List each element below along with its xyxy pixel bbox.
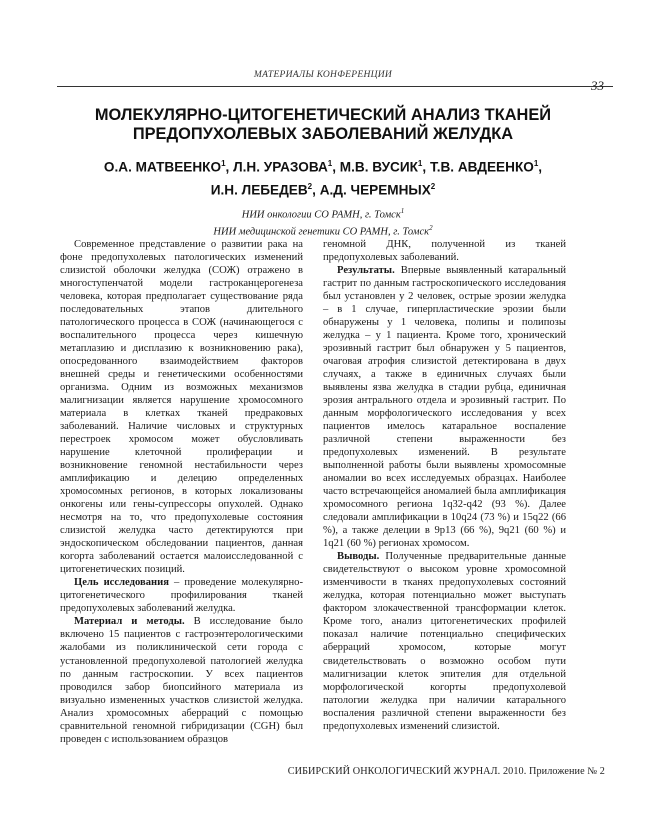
aim-paragraph: [60, 576, 303, 615]
author-affiliation-mark: 1: [221, 159, 226, 168]
results-text: Впервые выявленный катаральный гастрит по данным гастроскопического исследования был установлен у 2 человек, острые эрозии желудка – в 1 случае, гиперпластические эрозии были обнаружены у 1 человека, полипы и полипозы желудка – у 1 пациента. Кроме того, хронический эрозивный гастрит был обнаружен у 5 пациентов, очаговая атрофия слизистой детектирована в двух случаях, а также в единичных случаях были выявлены язва желудка в стадии рубца, единичная эрозия антрального отдела и эрозивный гастрит. По данным морфологического исследования у всех пациентов имелось катаральное воспаление различной степени выраженности без предопухолевых изменений. В результате выполненной работы были выявлены хромосомные аномалии во всех исследуемых образцах. Наиболее часто встречающейся аномалией была амплификация хромосомного региона 1q32-q42 (93 %). Далее следовали амплификации в 10q24 (73 %) и 15q22 (66 %), а также делеции в 9p13 (66 %), 9q21 (60 %) и 1q21 (60 %) регионах хромосом.: [323, 265, 566, 550]
left-column: [60, 238, 303, 746]
author-name: И.Н. ЛЕБЕДЕВ: [210, 182, 308, 198]
aim-text: – проведение молекулярно-цитогенетического профилирования тканей предопухолевых заболеваний желудка.: [60, 577, 303, 615]
results-heading: Результаты.: [337, 265, 395, 277]
author-line-1: О.А. МАТВЕЕНКО$^1$, Л.Н. УРАЗОВА$^1$, М.В. ВУСИК$^1$, Т.В. АВДЕЕНКО$^1$,: [103, 159, 543, 175]
page-number: 33: [591, 78, 604, 93]
affiliation-1: [0, 205, 646, 222]
conclusions-text: Полученные предварительные данные свидетельствуют о высоком уровне хромосомной изменчивости в тканях предопухолевых состояний желудка, которая потенциально может выступать фактором злокачественной трансформации клеток. Кроме того, анализ цитогенетических профилей показал наличие потенциально специфических аберраций хромосом, которые могут свидетельствовать о возможно особом пути малигнизации клеток эпителия для отдельной морфологической когорты предопухолевой патологии желудка при наличии катарального воспаления различной степени выраженности без предопухолевых изменений слизистой.: [323, 551, 566, 732]
conclusions-paragraph: [323, 550, 566, 732]
author-name: О.А. МАТВЕЕНКО: [103, 159, 222, 175]
title-line-2: ПРЕДОПУХОЛЕВЫХ ЗАБОЛЕВАНИЙ ЖЕЛУДКА: [132, 125, 514, 143]
section-header: МАТЕРИАЛЫ КОНФЕРЕНЦИИ: [253, 70, 393, 80]
header-divider: [57, 86, 613, 87]
affiliations: [0, 205, 646, 239]
author-affiliation-mark: 2: [430, 181, 436, 191]
affiliation-2: [0, 222, 646, 239]
affiliation-text: НИИ медицинской генетики СО РАМН, г. Томск: [213, 226, 430, 238]
author-name: А.Д. ЧЕРЕМНЫХ: [319, 182, 431, 198]
results-paragraph: [323, 264, 566, 550]
author-name: Т.В. АВДЕЕНКО: [429, 159, 534, 175]
author-line-2: И.Н. ЛЕБЕДЕВ$^2$, А.Д. ЧЕРЕМНЫХ$^2$: [210, 181, 436, 198]
right-column: [323, 238, 566, 733]
title-line-1: МОЛЕКУЛЯРНО-ЦИТОГЕНЕТИЧЕСКИЙ АНАЛИЗ ТКАНЕЙ: [94, 106, 552, 124]
article-title: [0, 106, 646, 144]
author-affiliation-mark: 1: [417, 159, 423, 168]
affiliation-mark: 2: [429, 224, 433, 232]
author-name: М.В. ВУСИК: [339, 159, 418, 175]
methods-paragraph: [60, 615, 303, 745]
author-name: Л.Н. УРАЗОВА: [233, 159, 328, 175]
methods-heading: Материал и методы.: [74, 616, 185, 628]
affiliation-text: НИИ онкологии СО РАМН, г. Томск: [241, 209, 401, 221]
author-list: [0, 154, 646, 199]
conclusions-heading: Выводы.: [337, 551, 380, 563]
affiliation-mark: 1: [400, 207, 405, 215]
intro-paragraph: Современное представление о развитии рака на фоне предопухолевых патологических изменений слизистой оболочки желудка (СОЖ) отражено в многоступенчатой модели гастроканцерогенеза человека, которая предполагает существование ряда последовательных этапов длительного патологического процесса в СОЖ (начинающегося с воспалительного процесса через кишечную метаплазию и дисплазию к возникновению рака), опосредованного взаимодействием факторов внешней среды и генетическими особенностями организма. Одним из возможных механизмов малигнизации является нарушение хромосомного материала в клетках тканей предраковых заболеваний. Наличие числовых и структурных перестроек хромосом может обусловливать нарушение клеточной пролиферации и возникновение геномной нестабильности через амплификацию и делецию определенных хромосомных регионов, в которых локализованы онкогены или гены-супрессоры опухолей. Однако несмотря на то, что предопухолевые состояния слизистой желудка часто детектируются при эндоскопическом обследовании пациентов, данная когорта заболеваний остается малоисследованной с цитогенетических позиций.: [60, 239, 303, 576]
methods-text: В исследование было включено 15 пациентов с гастроэнтерологическими жалобами из поликлинической сети города с установленной предопухолевой патологией желудка по данным гастроскопии. У всех пациентов проводился забор биопсийного материала из визуально измененных участков слизистой желудка. Анализ хромосомных аберраций с помощью сравнительной геномной гибридизации (CGH) был проведен с использованием образцов: [60, 616, 303, 745]
aim-heading: Цель исследования: [74, 577, 169, 589]
methods-continuation: геномной ДНК, полученной из тканей предопухолевых заболеваний.: [323, 239, 566, 264]
author-affiliation-mark: 2: [307, 181, 313, 191]
author-affiliation-mark: 1: [533, 159, 539, 168]
author-affiliation-mark: 1: [327, 159, 333, 168]
journal-footer: СИБИРСКИЙ ОНКОЛОГИЧЕСКИЙ ЖУРНАЛ. 2010. Приложение № 2: [287, 766, 605, 777]
